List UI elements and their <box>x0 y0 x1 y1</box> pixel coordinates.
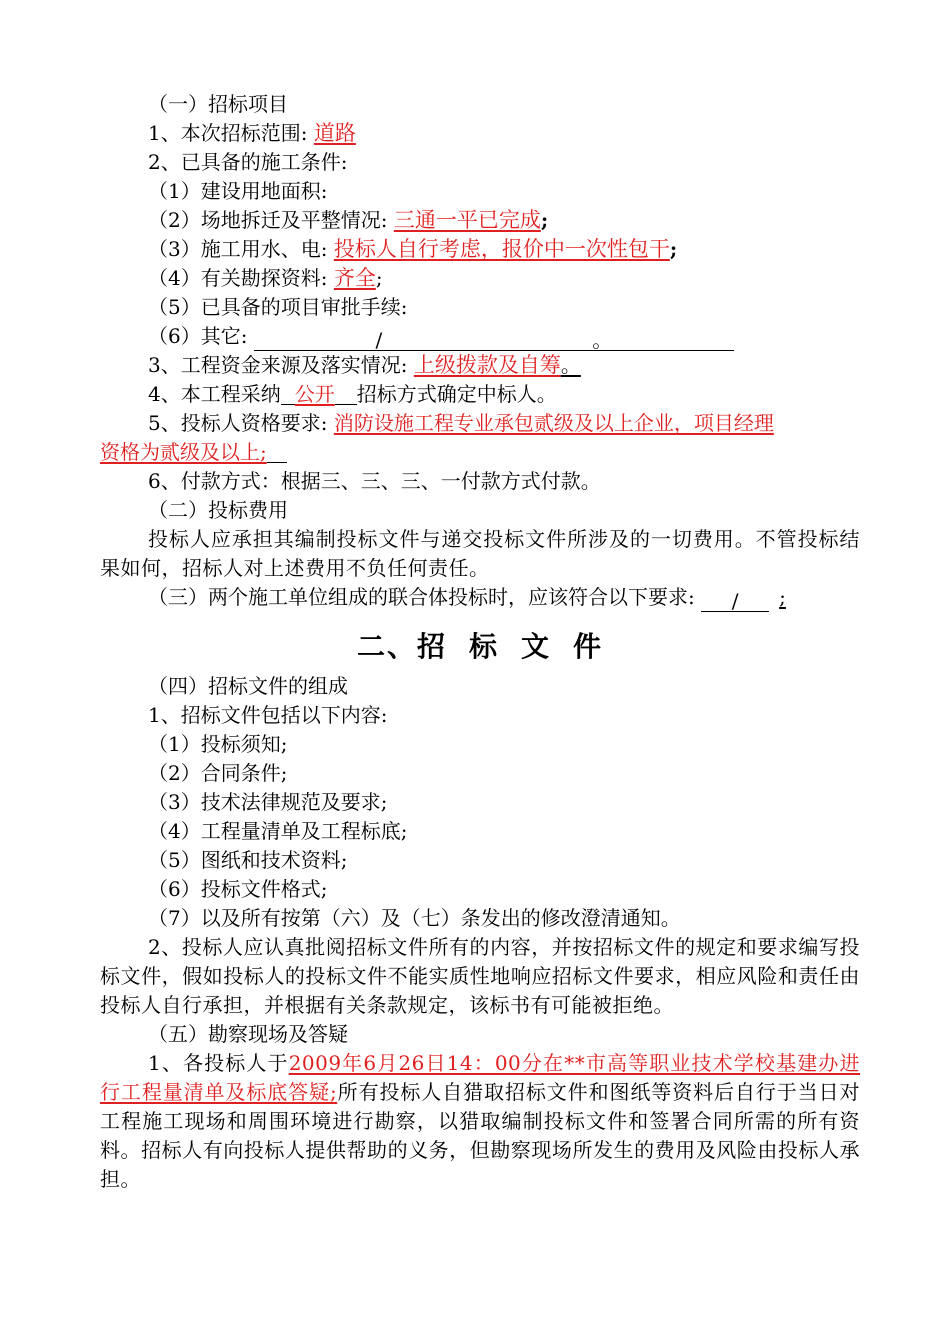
method-value: 公开 <box>294 382 335 406</box>
funding-end: 。 <box>560 353 581 377</box>
site-clearing-label: （2）场地拆迁及平整情况: <box>148 208 388 232</box>
consortium-slash: / <box>731 589 739 613</box>
heading-bidding-project: （一）招标项目 <box>148 92 288 116</box>
heading-bid-cost: （二）投标费用 <box>148 498 288 522</box>
document-page <box>100 90 860 1194</box>
bid-cost-paragraph: 投标人应承担其编制投标文件与递交投标文件所涉及的一切费用。不管投标结果如何，招标人对上述费用不负任何责任。 <box>100 527 860 580</box>
site-visit-red: 2009年6月26日14：00分在**市高等职业技术学校基建办进行工程量清单及标底答疑; <box>100 1051 860 1104</box>
method-blank-left <box>281 384 295 405</box>
doc-item: （3）技术法律规范及要求; <box>148 790 388 814</box>
condition-site-clearing <box>100 206 860 235</box>
qualification-value-2: 资格为贰级及以上; <box>100 440 267 464</box>
payment-method: 6、付款方式：根据三、三、三、一付款方式付款。 <box>148 469 601 493</box>
bidder-qualification <box>100 409 860 438</box>
survey-data-label: （4）有关勘探资料: <box>148 266 328 290</box>
site-visit-pre: 1、各投标人于 <box>148 1051 289 1075</box>
construction-conditions-title: 2、已具备的施工条件: <box>148 150 348 174</box>
bidding-scope-label: 1、本次招标范围: <box>148 121 308 145</box>
funding-value: 上级拨款及自筹 <box>413 353 561 377</box>
qualification-label: 5、投标人资格要求: <box>148 411 328 435</box>
heading-doc-composition: （四）招标文件的组成 <box>148 674 348 698</box>
consortium-end: ; <box>779 585 786 609</box>
water-power-end: ; <box>669 237 678 261</box>
bidding-method <box>100 380 860 409</box>
consortium-requirement <box>100 583 860 612</box>
doc-item: （7）以及所有按第（六）及（七）条发出的修改澄清通知。 <box>148 906 681 930</box>
docs-title: 1、招标文件包括以下内容: <box>148 703 388 727</box>
other-blank <box>254 330 734 351</box>
site-clearing-end: ; <box>540 208 549 232</box>
condition-land-area: （1）建设用地面积: <box>148 179 328 203</box>
other-slash: / <box>375 328 383 352</box>
condition-water-power <box>100 235 860 264</box>
site-clearing-value: 三通一平已完成 <box>393 208 541 232</box>
survey-data-value: 齐全 <box>333 266 376 290</box>
water-power-value: 投标人自行考虑，报价中一次性包干 <box>333 237 670 261</box>
method-post: 招标方式确定中标人。 <box>356 382 557 406</box>
title-part-2: 标 <box>468 630 499 663</box>
review-paragraph: 2、投标人应认真批阅招标文件所有的内容，并按招标文件的规定和要求编写投标文件，假如投标人的投标文件不能实质性地响应招标文件要求，相应风险和责任由投标人自行承担，并根据有关条款规定，该标书有可能被拒绝。 <box>100 935 860 1017</box>
funding-label: 3、工程资金来源及落实情况: <box>148 353 408 377</box>
survey-data-end: ; <box>375 266 383 290</box>
title-part-1: 二、招 <box>356 630 447 663</box>
doc-item: （2）合同条件; <box>148 761 288 785</box>
doc-item: （4）工程量清单及工程标底; <box>148 819 408 843</box>
condition-other <box>100 322 860 351</box>
method-pre: 4、本工程采纳 <box>148 382 281 406</box>
bidding-scope-value: 道路 <box>313 121 356 145</box>
doc-item: （5）图纸和技术资料; <box>148 848 348 872</box>
water-power-label: （3）施工用水、电: <box>148 237 328 261</box>
bidder-qualification-cont <box>100 438 860 467</box>
consortium-label: （三）两个施工单位组成的联合体投标时，应该符合以下要求: <box>148 585 695 609</box>
heading-site-visit: （五）勘察现场及答疑 <box>148 1022 348 1046</box>
other-label: （6）其它: <box>148 324 248 348</box>
qualification-value-1: 消防设施工程专业承包贰级及以上企业，项目经理 <box>333 411 774 435</box>
section-title-bidding-documents <box>100 624 860 670</box>
condition-approvals: （5）已具备的项目审批手续: <box>148 295 408 319</box>
title-part-3: 文 <box>521 630 552 663</box>
qualification-blank <box>267 442 287 463</box>
method-blank-right <box>335 384 357 405</box>
funding-source <box>100 351 860 380</box>
other-end: 。 <box>592 328 613 352</box>
condition-survey-data <box>100 264 860 293</box>
site-visit-post: 所有投标人自猎取招标文件和图纸等资料后自行于当日对工程施工现场和周围环境进行勘察，以猎取编制投标文件和签署合同所需的所有资料。招标人有向投标人提供帮助的义务，但勘察现场所发生的费用及风险由投标人承担。 <box>100 1080 860 1191</box>
consortium-blank <box>701 591 769 612</box>
title-part-4: 件 <box>573 630 604 663</box>
doc-item: （6）投标文件格式; <box>148 877 328 901</box>
doc-item: （1）投标须知; <box>148 732 288 756</box>
site-visit-paragraph <box>100 1049 860 1194</box>
bidding-scope <box>100 119 860 148</box>
